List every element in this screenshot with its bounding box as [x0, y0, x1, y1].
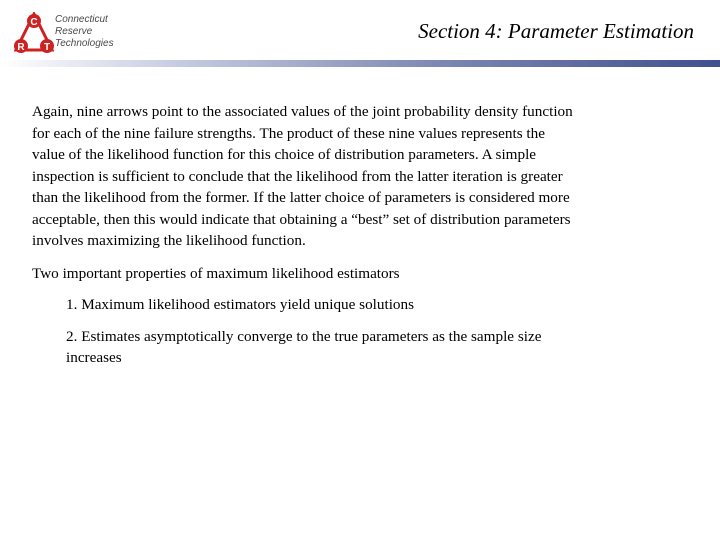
logo-letter-c: C	[30, 17, 38, 28]
list-item	[32, 294, 682, 316]
paragraph-line: Again, nine arrows point to the associated values of the joint probability density function	[32, 103, 573, 120]
section-title: Section 4: Parameter Estimation	[418, 19, 694, 43]
logo-line: Connecticut	[55, 14, 108, 25]
paragraph-line: inspection is sufficient to conclude that the likelihood from the latter iteration is greater	[32, 167, 563, 185]
logo-line: Technologies	[55, 38, 114, 49]
properties-heading: Two important properties of maximum likelihood estimators	[32, 264, 400, 282]
slide-content	[32, 101, 682, 369]
logo-letter-r: R	[17, 42, 25, 53]
list-item	[32, 326, 682, 369]
crt-triangle-logo-icon	[14, 12, 54, 56]
list-item-line: increases	[66, 349, 122, 366]
paragraph-line: than the likelihood from the former. If the latter choice of parameters is considered more	[32, 189, 570, 206]
paragraph-line: value of the likelihood function for this choice of distribution parameters. A simple	[32, 146, 537, 163]
list-item-line: 2. Estimates asymptotically converge to the true parameters as the sample size	[66, 327, 542, 345]
header-divider	[0, 60, 720, 67]
logo-letter-t: T	[43, 42, 51, 53]
company-logo	[14, 12, 126, 56]
body-paragraph	[32, 101, 682, 252]
properties-list	[32, 294, 682, 369]
list-item-line: 1. Maximum likelihood estimators yield unique solutions	[66, 296, 415, 313]
logo-wordmark	[55, 14, 114, 50]
paragraph-line: for each of the nine failure strengths. The product of these nine values represents the	[32, 124, 545, 142]
paragraph-line: involves maximizing the likelihood function.	[32, 232, 306, 249]
logo-line: Reserve	[55, 26, 93, 37]
paragraph-line: acceptable, then this would indicate that obtaining a “best” set of distribution parameters	[32, 210, 571, 228]
